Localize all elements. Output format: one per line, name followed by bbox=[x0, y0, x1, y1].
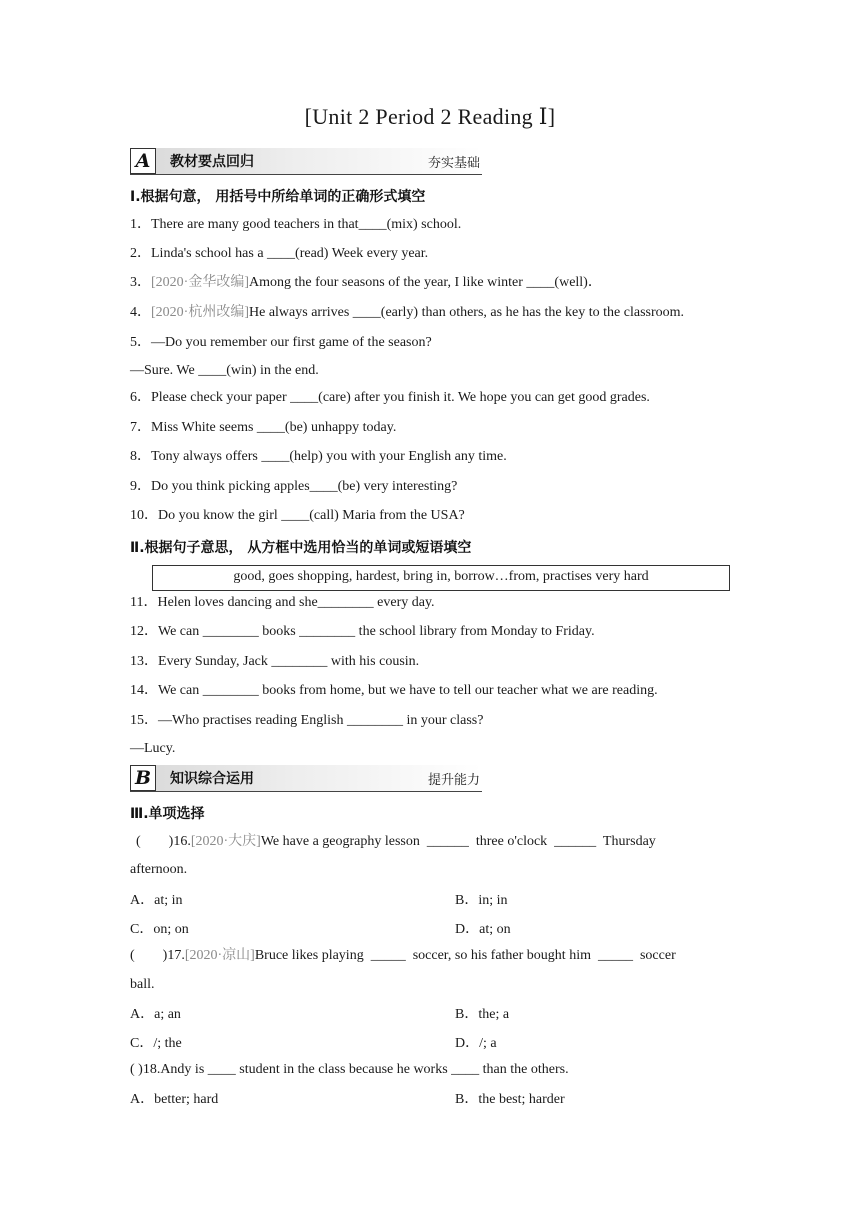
question-3-source: [2020·金华改编] bbox=[151, 275, 249, 290]
question-15-answer: —Lucy. bbox=[130, 741, 176, 756]
question-17-continued: ball. bbox=[130, 977, 155, 992]
question-17-text: Bruce likes playing _____ soccer, so his father bought him _____ soccer bbox=[254, 948, 676, 963]
question-5-prompt: 5．—Do you remember our first game of the season? bbox=[130, 335, 432, 350]
question-16-option-b: B．in; in bbox=[455, 893, 508, 908]
word-box: good, goes shopping, hardest, bring in, borrow…from, practises very hard bbox=[152, 565, 730, 591]
question-17-prefix: ( )17. bbox=[130, 948, 185, 963]
question-17 bbox=[130, 947, 730, 965]
question-16-option-d: D．at; on bbox=[455, 922, 511, 937]
question-3-text: Among the four seasons of the year, I like winter ____(well)． bbox=[249, 275, 602, 290]
question-18-option-a: A．better; hard bbox=[130, 1092, 219, 1107]
section-b-badge: B bbox=[130, 765, 156, 791]
question-15-prompt: 15．—Who practises reading English ________ in your class? bbox=[130, 713, 484, 728]
question-3 bbox=[130, 274, 602, 292]
section-b-banner bbox=[130, 765, 482, 792]
section-b-title: 知识综合运用 bbox=[170, 771, 254, 787]
question-4-source: [2020·杭州改编] bbox=[151, 305, 249, 320]
section-b-subtitle: 提升能力 bbox=[427, 773, 480, 788]
question-9: 9．Do you think picking apples____(be) very interesting? bbox=[130, 479, 458, 494]
part2-heading: Ⅱ.根据句子意思， 从方框中选用恰当的单词或短语填空 bbox=[130, 540, 472, 556]
part3-heading: Ⅲ.单项选择 bbox=[130, 806, 205, 822]
question-16-source: [2020·大庆] bbox=[190, 834, 261, 849]
question-16-option-c: C．on; on bbox=[130, 922, 189, 937]
question-2: 2．Linda's school has a ____(read) Week every year. bbox=[130, 246, 429, 261]
section-a-banner bbox=[130, 148, 482, 175]
question-18-option-b: B．the best; harder bbox=[455, 1092, 565, 1107]
question-8: 8．Tony always offers ____(help) you with your English any time. bbox=[130, 449, 507, 464]
question-16-continued: afternoon. bbox=[130, 862, 188, 877]
question-11: 11．Helen loves dancing and she________ every day. bbox=[130, 595, 435, 610]
question-4-number: 4． bbox=[130, 305, 151, 320]
part1-heading: Ⅰ.根据句意， 用括号中所给单词的正确形式填空 bbox=[130, 189, 426, 205]
question-18: ( )18.Andy is ____ student in the class because he works ____ than the others. bbox=[130, 1062, 569, 1077]
question-4 bbox=[130, 304, 684, 322]
question-17-option-a: A．a; an bbox=[130, 1007, 181, 1022]
question-7: 7．Miss White seems ____(be) unhappy today. bbox=[130, 420, 397, 435]
section-a-badge: A bbox=[130, 148, 156, 174]
question-16-text: We have a geography lesson ______ three o'clock ______ Thursday bbox=[260, 834, 656, 849]
question-4-text: He always arrives ____(early) than others, as he has the key to the classroom. bbox=[249, 305, 685, 320]
question-14: 14．We can ________ books from home, but we have to tell our teacher what we are reading. bbox=[130, 683, 658, 698]
question-17-option-d: D．/; a bbox=[455, 1036, 497, 1051]
question-6: 6．Please check your paper ____(care) after you finish it. We hope you can get good grades. bbox=[130, 390, 650, 405]
question-10: 10．Do you know the girl ____(call) Maria from the USA? bbox=[130, 508, 465, 523]
question-12: 12．We can ________ books ________ the school library from Monday to Friday. bbox=[130, 624, 595, 639]
page-title: [Unit 2 Period 2 Reading Ⅰ] bbox=[304, 104, 556, 129]
question-1: 1．There are many good teachers in that____(mix) school. bbox=[130, 217, 462, 232]
question-17-source: [2020·凉山] bbox=[184, 948, 255, 963]
question-13: 13．Every Sunday, Jack ________ with his cousin. bbox=[130, 654, 420, 669]
question-16 bbox=[136, 833, 730, 851]
section-a-title: 教材要点回归 bbox=[170, 154, 254, 170]
question-16-option-a: A．at; in bbox=[130, 893, 183, 908]
question-5-answer: —Sure. We ____(win) in the end. bbox=[130, 363, 319, 378]
question-17-option-c: C．/; the bbox=[130, 1036, 182, 1051]
section-a-subtitle: 夯实基础 bbox=[427, 156, 480, 171]
question-16-prefix: ( )16. bbox=[136, 834, 191, 849]
question-3-number: 3． bbox=[130, 275, 151, 290]
question-17-option-b: B．the; a bbox=[455, 1007, 510, 1022]
